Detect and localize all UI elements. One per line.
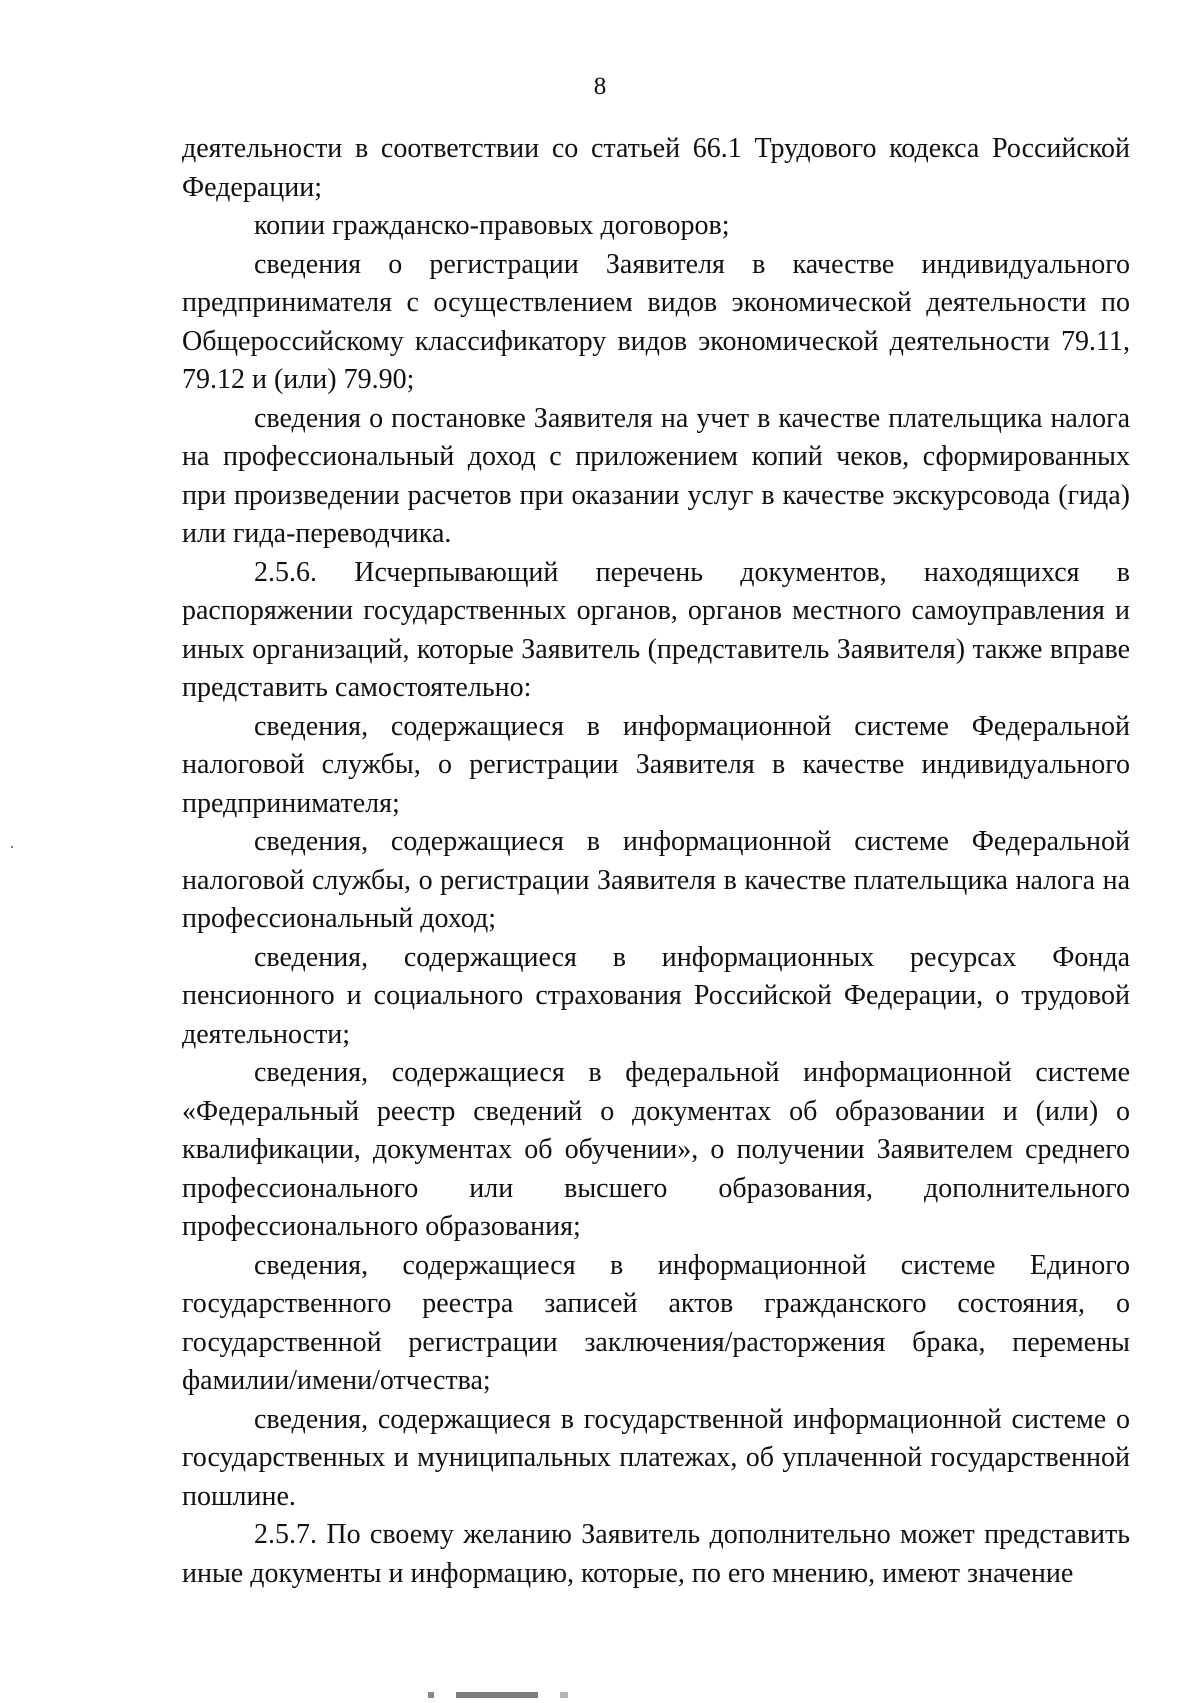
page-number: 8: [593, 73, 607, 100]
paragraph-fns-entrepreneur: сведения, содержащиеся в информационной системе Федеральной налоговой службы, о регистрации Заявителя в качестве индивидуального предпринимателя;: [182, 710, 1130, 819]
paragraph-civil-contracts: копии гражданско-правовых договоров;: [254, 210, 730, 241]
paragraph-2-5-7: 2.5.7. По своему желанию Заявитель дополнительно может представить иные документы и информацию, которые, по его мнению, имеют значение: [182, 1519, 1130, 1589]
paragraph-2-5-6: 2.5.6. Исчерпывающий перечень документов, находящихся в распоряжении государственных органов, органов местного самоуправления и иных организаций, которые Заявитель (представитель Заявителя) также вправе представить самостоятельно:: [182, 556, 1130, 703]
document-body: [182, 130, 1130, 1593]
scan-artifact-dot: [11, 846, 13, 848]
paragraph-state-payments: сведения, содержащиеся в государственной информационной системе о государственных и муниципальных платежах, об уплаченной государственной пошлине.: [182, 1403, 1130, 1512]
paragraph-fns-professional-income: сведения, содержащиеся в информационной системе Федеральной налоговой службы, о регистрации Заявителя в качестве плательщика налога на профессиональный доход;: [182, 826, 1130, 934]
paragraph-entrepreneur-registration: сведения о регистрации Заявителя в качестве индивидуального предпринимателя с осуществлением видов экономической деятельности по Общероссийскому классификатору видов экономической деятельности 79.11, 79.12 и (или) 79.90;: [182, 248, 1130, 395]
paragraph-pension-fund: сведения, содержащиеся в информационных ресурсах Фонда пенсионного и социального страхования Российской Федерации, о трудовой деятельности;: [182, 941, 1130, 1050]
paragraph-education-registry: сведения, содержащиеся в федеральной информационной системе «Федеральный реестр сведений о документах об образовании и (или) о квалификации, документах об обучении», о получении Заявителем среднего профессионального или высшего образования, дополнительного профессионального образования;: [182, 1057, 1130, 1242]
scan-artifact-bottom: [418, 1692, 718, 1698]
paragraph-continuation: деятельности в соответствии со статьей 66.1 Трудового кодекса Российской Федерации;: [182, 133, 1130, 203]
paragraph-civil-status-registry: сведения, содержащиеся в информационной системе Единого государственного реестра записей актов гражданского состояния, о государственной регистрации заключения/расторжения брака, перемены фамилии/имени/отчества;: [182, 1249, 1130, 1396]
paragraph-tax-registration: сведения о постановке Заявителя на учет в качестве плательщика налога на профессиональный доход с приложением копий чеков, сформированных при произведении расчетов при оказании услуг в качестве экскурсовода (гида) или гида-переводчика.: [182, 402, 1130, 549]
